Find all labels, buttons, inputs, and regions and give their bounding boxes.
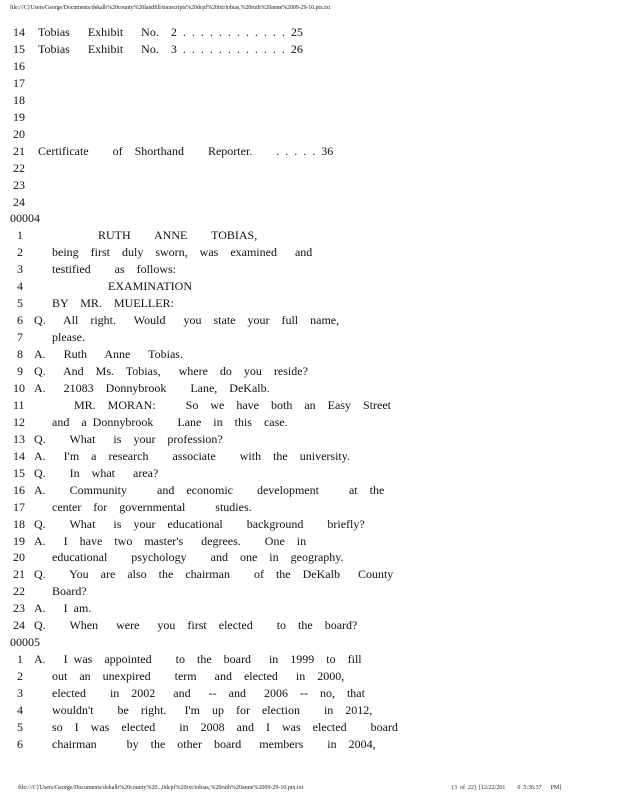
line-text: Tobias Exhibit No. 3 . . . . . . . . . . . . 26 (38, 41, 303, 56)
line-number: 20 (13, 126, 25, 141)
line-number: 14 (13, 25, 25, 39)
page-marker: 00004 (10, 211, 40, 226)
line-number: 18 (13, 92, 25, 107)
line-number: 20 (13, 550, 25, 565)
transcript-line (0, 482, 618, 499)
transcript-line (0, 278, 618, 295)
line-number: 4 (17, 279, 23, 294)
line-number: 19 (13, 109, 25, 124)
transcript-line (0, 24, 618, 41)
line-number: 1 (17, 228, 23, 243)
line-number: 19 (13, 533, 25, 548)
transcript-line (0, 516, 618, 533)
line-text: A. I was appointed to the board in 1999 to fill (34, 652, 362, 667)
line-number: 18 (13, 516, 25, 531)
line-text: Q. In what area? (34, 465, 159, 480)
line-text: center for governmental studies. (52, 499, 252, 514)
transcript-line (0, 448, 618, 465)
line-text: Q. All right. Would you state your full name, (34, 313, 340, 328)
line-text: Certificate of Shorthand Reporter. . . . . . 36 (38, 143, 334, 158)
page-marker: 00005 (10, 635, 40, 650)
line-text: A. I am. (34, 601, 92, 616)
transcript-line (0, 41, 618, 58)
line-number: 4 (17, 703, 23, 717)
line-text: A. I'm a research associate with the university. (34, 448, 350, 463)
line-number: 9 (17, 364, 23, 378)
line-number: 10 (13, 380, 25, 395)
transcript-line (0, 227, 618, 244)
transcript-line (0, 414, 618, 431)
line-number: 7 (17, 330, 23, 345)
transcript-line (0, 736, 618, 753)
line-text: MR. MORAN: So we have both an Easy Street (74, 397, 391, 412)
line-number: 23 (13, 601, 25, 616)
transcript-line (0, 75, 618, 92)
line-text: Q. What is your profession? (34, 431, 223, 446)
line-number: 13 (13, 431, 25, 446)
transcript-line (0, 363, 618, 380)
line-number: 12 (13, 414, 25, 429)
transcript-line (0, 261, 618, 278)
line-text: chairman by the other board members in 2004, (52, 736, 376, 751)
line-number: 15 (13, 465, 25, 480)
transcript-line (0, 702, 618, 719)
transcript-line (0, 346, 618, 363)
transcript-line (0, 295, 618, 312)
line-number: 11 (13, 397, 25, 412)
line-number: 17 (13, 75, 25, 90)
line-number: 6 (17, 736, 23, 751)
line-text: Q. What is your educational background briefly? (34, 516, 365, 531)
line-text: EXAMINATION (108, 279, 192, 294)
line-number: 2 (17, 669, 23, 684)
transcript-line (0, 583, 618, 600)
line-number: 17 (13, 499, 25, 514)
file-path-footer: file:///C|/Users/George/Documents/dekalb%20county%20...0dcpf%20txt/tobias,%20ruth%20anne%2009-29-10.ptx.txt (18, 785, 304, 791)
transcript-line (0, 685, 618, 702)
line-number: 3 (17, 686, 23, 701)
line-number: 1 (17, 652, 23, 667)
line-number: 23 (13, 177, 25, 192)
line-text: Q. And Ms. Tobias, where do you reside? (34, 364, 308, 378)
line-number: 6 (17, 313, 23, 328)
transcript-line (0, 244, 618, 261)
transcript-line (0, 600, 618, 617)
transcript-line (0, 465, 618, 482)
transcript-line (0, 109, 618, 126)
transcript-line (0, 126, 618, 143)
file-path-header: file:///C|/Users/George/Documents/dekalb%20county%20landfill/transcripts%20dcpf%20txt/tobias,%20ruth%20anne%2009-29-10.ptx.txt (10, 5, 331, 11)
line-text: elected in 2002 and -- and 2006 -- no, that (52, 686, 365, 701)
line-text: Board? (52, 584, 87, 599)
line-number: 21 (13, 567, 25, 582)
line-number: 3 (17, 262, 23, 277)
transcript-line (0, 58, 618, 75)
line-number: 15 (13, 41, 25, 56)
transcript-line (0, 397, 618, 414)
transcript-line (0, 431, 618, 448)
line-text: and a Donnybrook Lane in this case. (52, 414, 288, 429)
line-text: out an unexpired term and elected in 2000, (52, 669, 345, 684)
transcript-line (0, 312, 618, 329)
line-text: BY MR. MUELLER: (52, 296, 174, 311)
transcript-line (0, 549, 618, 566)
transcript-line (0, 92, 618, 109)
line-text: testified as follows: (52, 262, 176, 277)
page-info-footer: (3 of 22) [12/22/201 0 5:36:37 PM] (452, 785, 562, 791)
transcript-line (0, 566, 618, 583)
line-text: being first duly sworn, was examined and (52, 245, 313, 260)
transcript-line (0, 617, 618, 634)
transcript-line (0, 143, 618, 160)
line-text: Q. You are also the chairman of the DeKalb County (34, 567, 394, 582)
line-number: 2 (17, 245, 23, 260)
line-text: please. (52, 330, 85, 345)
line-number: 21 (13, 143, 25, 158)
transcript-line (0, 668, 618, 685)
line-number: 14 (13, 448, 25, 463)
line-text: wouldn't be right. I'm up for election in 2012, (52, 703, 373, 717)
transcript-line (0, 194, 618, 211)
line-text: Tobias Exhibit No. 2 . . . . . . . . . . . . 25 (38, 25, 303, 39)
transcript-line (0, 329, 618, 346)
line-text: A. I have two master's degrees. One in (34, 533, 307, 548)
transcript-line (0, 499, 618, 516)
line-number: 24 (13, 618, 25, 633)
line-text: so I was elected in 2008 and I was elected board (52, 719, 398, 734)
transcript-line (0, 380, 618, 397)
line-number: 8 (17, 347, 23, 362)
line-text: RUTH ANNE TOBIAS, (98, 228, 258, 243)
line-number: 16 (13, 482, 25, 497)
line-text: A. 21083 Donnybrook Lane, DeKalb. (34, 380, 270, 395)
transcript-line (0, 533, 618, 550)
line-number: 22 (13, 160, 25, 175)
line-number: 5 (17, 296, 23, 311)
transcript-line (0, 160, 618, 177)
line-number: 5 (17, 719, 23, 734)
line-number: 22 (13, 584, 25, 599)
line-text: A. Ruth Anne Tobias. (34, 347, 183, 362)
line-number: 24 (13, 194, 25, 209)
line-number: 16 (13, 58, 25, 73)
transcript-line (0, 651, 618, 668)
transcript-line (0, 177, 618, 194)
line-text: educational psychology and one in geography. (52, 550, 344, 565)
line-text: Q. When were you first elected to the board? (34, 618, 358, 633)
transcript-line (0, 719, 618, 736)
line-text: A. Community and economic development at the (34, 482, 385, 497)
